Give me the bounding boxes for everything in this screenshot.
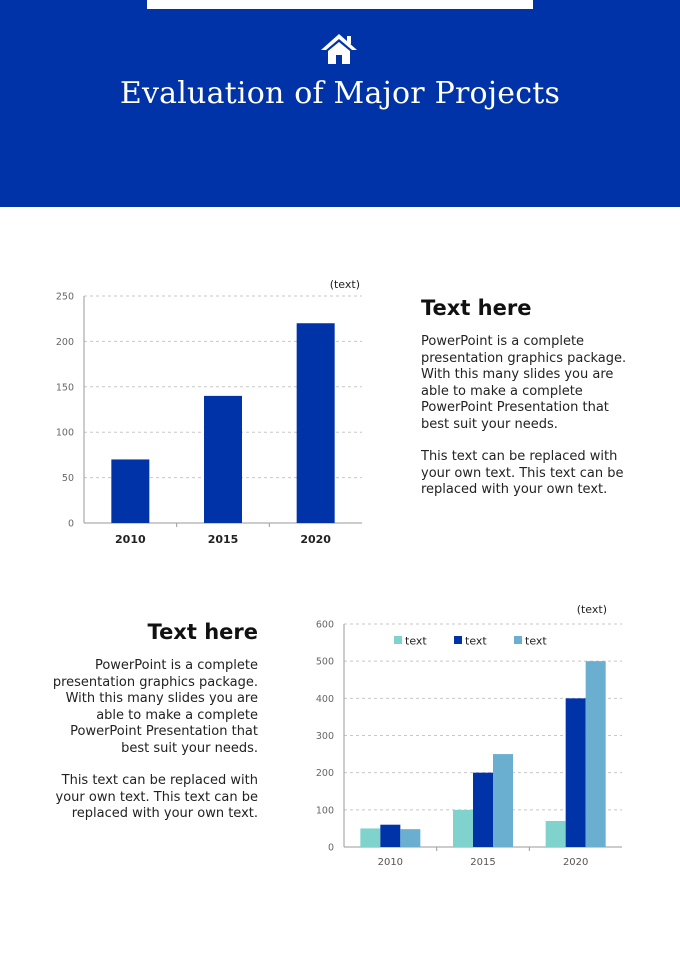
bar-chart-1-svg bbox=[40, 272, 380, 562]
unit-label: (text) bbox=[576, 603, 607, 616]
y-tick-label: 0 bbox=[67, 518, 74, 530]
text-block-2 bbox=[48, 620, 258, 823]
bar-chart-2 bbox=[300, 598, 640, 878]
bar-2020 bbox=[297, 323, 335, 523]
section2-heading: Text here bbox=[147, 620, 258, 644]
legend-swatch-2 bbox=[514, 636, 522, 644]
y-tick-label: 400 bbox=[315, 693, 334, 705]
y-tick-label: 200 bbox=[315, 768, 334, 780]
x-tick-label: 2020 bbox=[562, 857, 589, 868]
x-tick-label: 2010 bbox=[115, 533, 146, 546]
y-tick-label: 600 bbox=[315, 619, 334, 631]
y-tick-label: 150 bbox=[55, 382, 74, 394]
section1-paragraph2: This text can be replaced with your own text. This text can be replaced with your own text. bbox=[421, 449, 624, 497]
y-tick-label: 200 bbox=[55, 336, 74, 348]
y-tick-label: 0 bbox=[327, 842, 334, 854]
bar-2020-series-1 bbox=[566, 698, 586, 847]
bar-2015 bbox=[204, 396, 242, 523]
legend-label-1: text bbox=[465, 634, 487, 648]
x-tick-label: 2020 bbox=[300, 533, 331, 546]
section2-paragraph1: PowerPoint is a complete presentation graphics package. With this many slides you are able to make a complete PowerPoint Presentation that best suit your needs. bbox=[52, 658, 258, 756]
legend-swatch-1 bbox=[454, 636, 462, 644]
y-tick-label: 100 bbox=[55, 427, 74, 439]
header-banner bbox=[0, 0, 680, 207]
bar-2010 bbox=[111, 459, 149, 523]
page-title: Evaluation of Major Projects bbox=[119, 76, 561, 111]
section2-paragraph2: This text can be replaced with your own text. This text can be replaced with your own text. bbox=[55, 773, 258, 821]
bar-chart-1 bbox=[40, 272, 380, 562]
y-tick-label: 500 bbox=[315, 656, 334, 668]
bar-2010-series-2 bbox=[400, 829, 420, 847]
unit-label: (text) bbox=[329, 278, 360, 291]
bar-2015-series-2 bbox=[493, 754, 513, 847]
bar-2020-series-2 bbox=[586, 661, 606, 847]
section1-paragraph1: PowerPoint is a complete presentation graphics package. With this many slides you are able to make a complete PowerPoint Presentation that best suit your needs. bbox=[421, 334, 627, 432]
text-block-1 bbox=[421, 296, 631, 499]
x-tick-label: 2010 bbox=[377, 857, 404, 868]
y-tick-label: 100 bbox=[315, 805, 334, 817]
y-tick-label: 300 bbox=[315, 731, 334, 742]
x-tick-label: 2015 bbox=[207, 533, 239, 546]
bar-2010-series-1 bbox=[380, 825, 400, 847]
bar-2015-series-1 bbox=[473, 773, 493, 847]
x-tick-label: 2015 bbox=[470, 857, 496, 868]
bar-2010-series-0 bbox=[360, 828, 380, 847]
legend-label-2: text bbox=[525, 634, 547, 648]
section1-heading: Text here bbox=[421, 296, 532, 320]
home-icon bbox=[320, 32, 358, 66]
header-tab bbox=[147, 0, 533, 9]
y-tick-label: 50 bbox=[61, 473, 74, 485]
bar-chart-2-svg bbox=[300, 598, 640, 878]
bar-2020-series-0 bbox=[546, 821, 566, 847]
y-tick-label: 250 bbox=[55, 291, 74, 303]
bar-2015-series-0 bbox=[453, 810, 473, 847]
legend-label-0: text bbox=[405, 634, 427, 648]
legend-swatch-0 bbox=[394, 636, 402, 644]
